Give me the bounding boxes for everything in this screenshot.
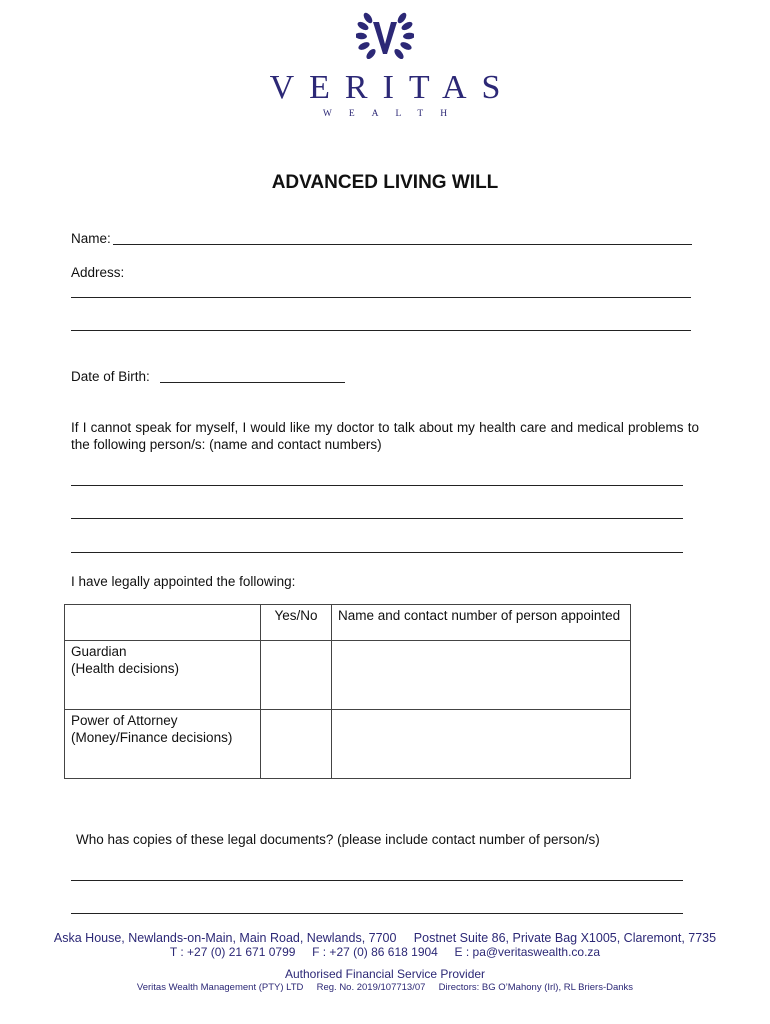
table-row-label bbox=[65, 710, 261, 779]
brand-subtitle: WEALTH bbox=[322, 109, 465, 119]
table-row-label bbox=[65, 641, 261, 710]
role-name: Guardian bbox=[71, 644, 127, 659]
name-field-line[interactable] bbox=[113, 244, 692, 245]
footer-provider: Authorised Financial Service Provider bbox=[284, 967, 486, 981]
yes-no-cell[interactable] bbox=[261, 710, 332, 779]
copies-field-line[interactable] bbox=[71, 913, 683, 914]
copies-field-line[interactable] bbox=[71, 880, 683, 881]
contact-field-line[interactable] bbox=[71, 518, 683, 519]
dob-field-line[interactable] bbox=[160, 382, 345, 383]
footer-address: Aska House, Newlands-on-Main, Main Road, Newlands, 7700 Postnet Suite 86, Private Bag X1005, Claremont, 7735 bbox=[53, 931, 717, 945]
appointment-table bbox=[64, 604, 631, 779]
health-contact-paragraph: If I cannot speak for myself, I would like my doctor to talk about my health care and medical problems to the following person/s: (name and contact numbers) bbox=[71, 420, 699, 452]
yes-no-cell[interactable] bbox=[261, 641, 332, 710]
company-logo bbox=[0, 10, 770, 64]
appointee-cell[interactable] bbox=[332, 641, 631, 710]
table-header-cell bbox=[65, 605, 261, 641]
contact-field-line[interactable] bbox=[71, 552, 683, 553]
table-row bbox=[65, 710, 631, 779]
table-header-cell: Yes/No bbox=[261, 605, 332, 641]
document-title: ADVANCED LIVING WILL bbox=[271, 172, 499, 193]
appointed-intro: I have legally appointed the following: bbox=[71, 574, 296, 589]
table-header-row bbox=[65, 605, 631, 641]
footer-contacts: T : +27 (0) 21 671 0799 F : +27 (0) 86 618 1904 E : pa@veritaswealth.co.za bbox=[169, 945, 601, 959]
role-description: (Health decisions) bbox=[71, 661, 180, 676]
dob-label: Date of Birth: bbox=[71, 369, 150, 384]
address-field-line[interactable] bbox=[71, 297, 691, 298]
brand-name: VERITAS bbox=[269, 69, 516, 106]
contact-field-line[interactable] bbox=[71, 485, 683, 486]
address-field-line[interactable] bbox=[71, 330, 691, 331]
laurel-wreath-icon bbox=[356, 10, 414, 64]
role-description: (Money/Finance decisions) bbox=[71, 730, 233, 745]
copies-question: Who has copies of these legal documents? (please include contact number of person/s) bbox=[76, 832, 600, 847]
table-row bbox=[65, 641, 631, 710]
address-label: Address: bbox=[71, 265, 125, 280]
appointee-cell[interactable] bbox=[332, 710, 631, 779]
role-name: Power of Attorney bbox=[71, 713, 178, 728]
name-label: Name: bbox=[71, 231, 111, 246]
footer-registration: Veritas Wealth Management (PTY) LTD Reg. No. 2019/107713/07 Directors: BG O’Mahony (Irl), RL Briers-Danks bbox=[136, 982, 634, 993]
table-header-cell: Name and contact number of person appointed bbox=[332, 605, 631, 641]
